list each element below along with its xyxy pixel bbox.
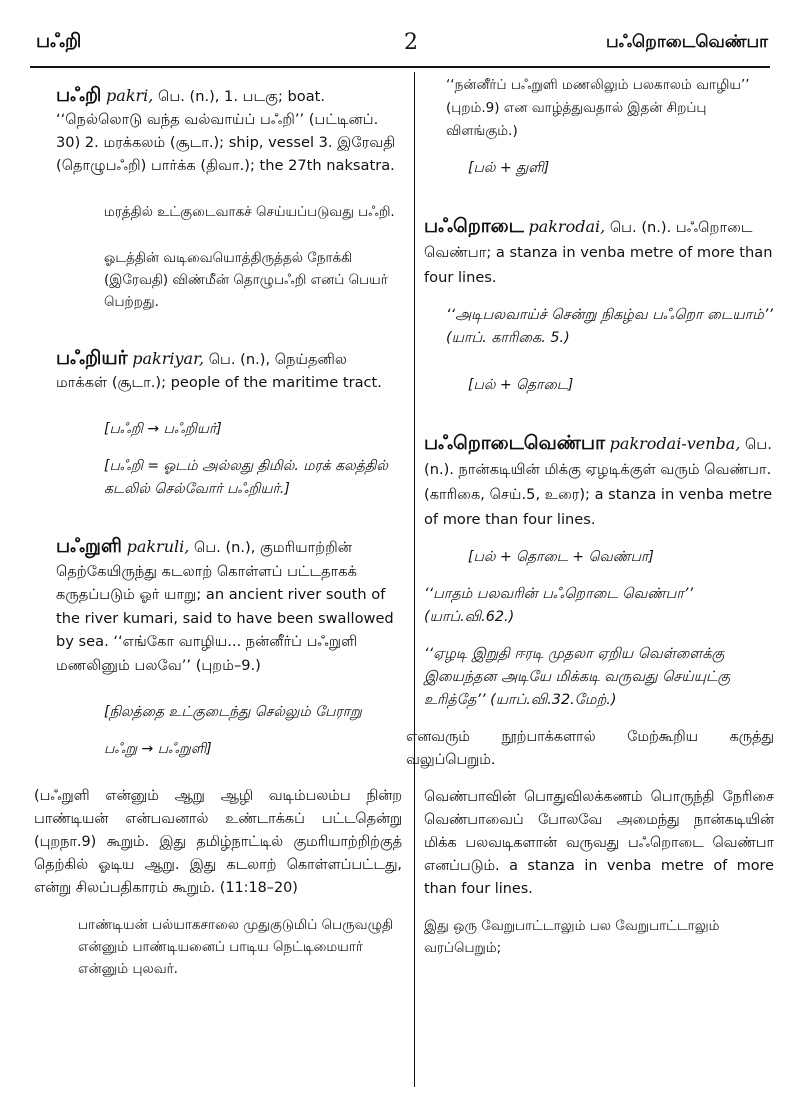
headword: பஃறொடை xyxy=(424,215,524,237)
transliteration: pakrodai-venba, xyxy=(609,434,741,453)
transliteration: pakruli, xyxy=(126,537,190,556)
headword: பஃறியர் xyxy=(56,347,128,369)
entry-definition: பெ. (n.), குமரியாற்றின் தெற்கேயிருந்து கடலாற் கொள்ளப் பட்டதாகக் கருதப்படும் ஓர் யாறு; an ancient river south of the river kumari, said to have been swallowed by sea. ‘‘எங்கோ வாழிய... நன்னீர்ப் பஃறுளி மணலினும் பலவே’’ (புறம்–9.) xyxy=(56,539,394,674)
etymology: [பல் + தொடை] xyxy=(468,377,574,393)
etymology: [பஃறி = ஓடம் அல்லது திமில். மரக் கலத்தில் கடலில் செல்வோர் பஃறியர்.] xyxy=(104,458,388,497)
dictionary-entry xyxy=(424,214,774,290)
commentary-paragraph: பாண்டியன் பல்யாகசாலை முதுகுடுமிப் பெருவழுதி என்னும் பாண்டியனைப் பாடிய நெட்டிமையார் என்னும் புலவர். xyxy=(78,917,394,977)
transliteration: pakri, xyxy=(106,86,154,105)
page-number: 2 xyxy=(404,30,418,55)
quotation: ‘‘நன்னீர்ப் பஃறுளி மணலிலும் பலகாலம் வாழிய’’ (புறம்.9) என வாழ்த்துவதால் இதன் சிறப்பு விளங்கும்.) xyxy=(446,77,750,139)
dictionary-entry xyxy=(56,84,402,177)
entry-definition: பெ. (n.). நான்கடியின் மிக்கு ஏழடிக்குள் வரும் வெண்பா. (காரிகை, செய்.5, உரை); a stanza in venba metre of more than four lines. xyxy=(424,436,773,528)
quotation: ‘‘ஏழடி இறுதி ஈரடி முதலா ஏறிய வெள்ளைக்கு இயைந்தன அடியே மிக்கடி வருவது செய்யுட்கு உரித்தே’’ (யாப்.வி.32.மேற்.) xyxy=(424,646,731,708)
entry-note: மரத்தில் உட்குடைவாகச் செய்யப்படுவது பஃறி. xyxy=(104,204,395,220)
commentary-paragraph: இது ஒரு வேறுபாட்டாலும் பல வேறுபாட்டாலும் வரப்பெறும்; xyxy=(424,918,720,956)
entry-definition: பெ. (n.), நெய்தனில மாக்கள் (சூடா.); people of the maritime tract. xyxy=(56,351,382,391)
entry-note: ஓடத்தின் வடிவையொத்திருத்தல் நோக்கி (இரேவதி) விண்மீன் தொழுபஃறி எனப் பெயர் பெற்றது. xyxy=(104,250,388,310)
etymology: [பல் + தொடை + வெண்பா] xyxy=(468,549,654,565)
entry-definition: பெ. (n.). பஃறொடை வெண்பா; a stanza in venba metre of more than four lines. xyxy=(424,219,773,286)
etymology: [பஃறி → பஃறியர்] xyxy=(104,421,222,437)
etymology: பஃறு → பஃறுளி] xyxy=(104,741,212,757)
dictionary-entry xyxy=(424,431,774,532)
column-divider xyxy=(414,72,415,1087)
left-column xyxy=(34,74,402,980)
etymology: [பல் + துளி] xyxy=(468,160,550,176)
right-column xyxy=(406,74,774,959)
commentary-paragraph: எனவரும் நூற்பாக்களால் மேற்கூறிய கருத்து வலுப்பெறும். xyxy=(406,729,774,768)
headword: பஃறொடைவெண்பா xyxy=(424,432,606,454)
etymology: [நிலத்தை உட்குடைந்து செல்லும் பேராறு xyxy=(104,704,362,720)
dictionary-entry xyxy=(56,347,402,394)
header-right-word: பஃறொடைவெண்பா xyxy=(606,32,768,52)
header-left-word: பஃறி xyxy=(36,30,82,52)
page-header xyxy=(0,0,800,70)
headword: பஃறி xyxy=(56,84,102,106)
headword: பஃறுளி xyxy=(56,535,122,557)
quotation: ‘‘பாதம் பலவரின் பஃறொடை வெண்பா’’ (யாப்.வி.62.) xyxy=(424,586,694,625)
header-rule xyxy=(30,66,770,68)
transliteration: pakrodai, xyxy=(528,217,606,236)
entry-definition: பெ. (n.), 1. படகு; boat. ‘‘நெல்லொடு வந்த வல்வாய்ப் பஃறி’’ (பட்டினப். 30) 2. மரக்கலம் (சூடா.); ship, vessel 3. இரேவதி (தொழுபஃறி) பார்க்க (திவா.); the 27th naksatra. xyxy=(56,88,396,174)
dictionary-entry xyxy=(56,535,402,677)
transliteration: pakriyar, xyxy=(132,349,205,368)
quotation: ‘‘அடிபலவாய்ச் சென்று நிகழ்வ பஃறொ டையாம்’’ (யாப். காரிகை. 5.) xyxy=(446,307,773,346)
commentary-paragraph: (பஃறுளி என்னும் ஆறு ஆழி வடிம்பலம்ப நின்ற பாண்டியன் என்பவனால் உண்டாக்கப் பட்டதென்று (புறநா.9) கூறும். இது தமிழ்நாட்டில் குமரியாற்றிற்குத் தெற்கில் ஓடிய ஆறு. இது கடலாற் கொள்ளப்பட்டது, என்று சிலப்பதிகாரம் கூறும். (11:18–20) xyxy=(34,788,402,896)
commentary-paragraph: வெண்பாவின் பொதுவிலக்கணம் பொருந்தி நேரிசை வெண்பாவைப் போலவே அமைந்து நான்கடியின் மிக்க பலவடிகளான் வருவது பஃறொடை வெண்பா எனப்படும். a stanza in venba metre of more than four lines. xyxy=(424,789,774,897)
